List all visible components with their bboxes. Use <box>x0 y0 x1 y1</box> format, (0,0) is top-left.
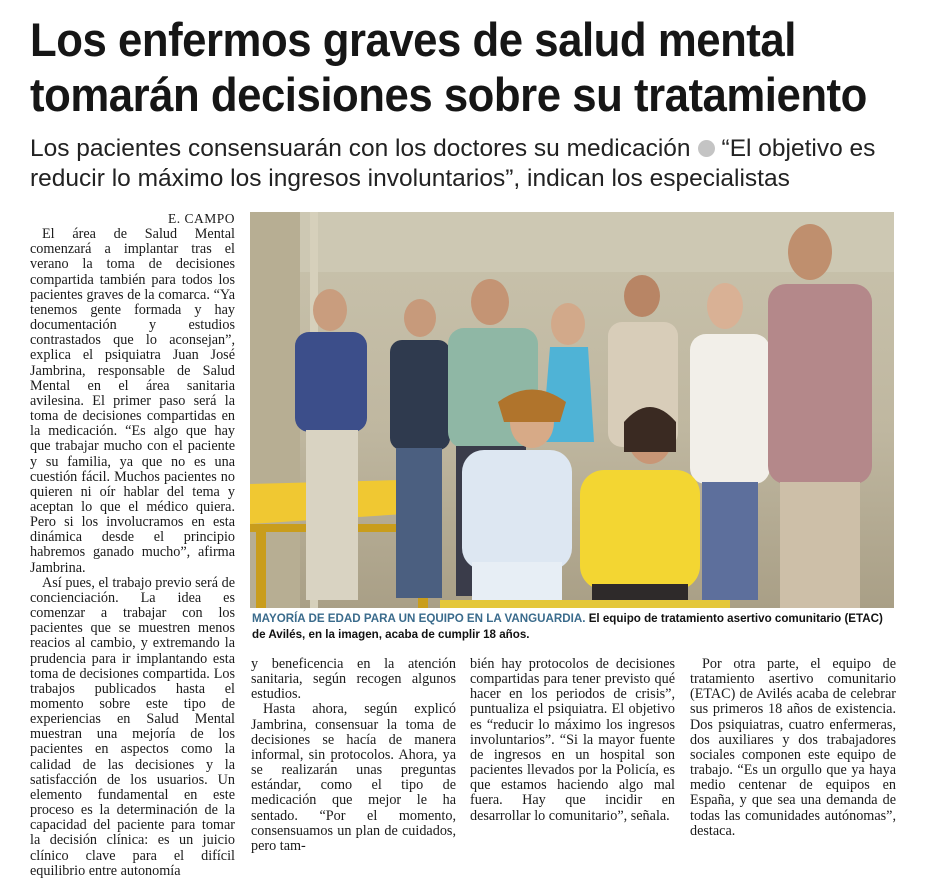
article-column-3 <box>470 657 675 824</box>
headline <box>30 12 867 122</box>
caption-text: El equipo de tratamiento asertivo comunitario (ETAC) de Avilés, en la imagen, acaba de cumplir 18 años. <box>252 612 883 641</box>
caption-lead: MAYORÍA DE EDAD PARA UN EQUIPO EN LA VANGUARDIA. <box>252 612 586 625</box>
byline: E. CAMPO <box>167 211 235 226</box>
article-column-1 <box>30 211 235 879</box>
paragraph: Hasta ahora, según explicó Jambrina, consensuar la toma de decisiones se hacía de manera informal, sin protocolos. Ahora, ya se realizarán unas preguntas estándar, como el tipo de medicación que mejor le ha sentado. “Por el momento, consensuamos un plan de cuidados, pero tam- <box>251 701 456 854</box>
subheadline-part-2: “El objetivo es reducir lo máximo los ingresos involuntarios”, indican los especialistas <box>30 135 876 192</box>
article-column-4 <box>690 657 896 839</box>
subheadline <box>30 134 910 194</box>
photo-caption <box>252 611 896 643</box>
subheadline-part-1: Los pacientes consensuarán con los doctores su medicación <box>30 135 691 162</box>
headline-line-2: tomarán decisiones sobre su tratamiento <box>30 68 867 121</box>
article-column-2 <box>251 657 456 854</box>
paragraph: bién hay protocolos de decisiones compartidas para tener previsto qué hacer en los periodos de crisis”, puntualiza el psiquiatra. El objetivo es “reducir lo máximo los ingresos involuntarios”. “Si la mayor fuente de ingresos en un hospital son pacientes llevados por la Policía, es que estamos haciendo algo mal fuera. Hay que incidir en desarrollar lo comunitario”, señala. <box>470 656 675 824</box>
bullet-dot-icon <box>698 140 715 157</box>
paragraph: El área de Salud Mental comenzará a implantar tras el verano la toma de decisiones compartida también para todos los pacientes graves de la comarca. “Ya tenemos gente formada y hay documentación y estudios contrastados que lo aconsejan”, explica el psiquiatra Juan José Jambrina, responsable de Salud Mental en el área sanitaria avilesina. El primer paso será la toma de decisiones compartidas en la medicación. “Es algo que hay que trabajar mucho con el paciente y su familia, ya que no es una cuestión fácil. Muchos pacientes no quieren ni oír hablar del tema y aceptan lo que el médico quiera. Pero si los involucramos en esta dinámica desde el principio habremos ganado mucho”, afirma Jambrina. <box>30 226 235 576</box>
paragraph: Así pues, el trabajo previo será de concienciación. La idea es comenzar a trabajar con los pacientes que se muestren menos reacios al cambio, y extremando la prudencia para ir implantando esta toma de decisiones compartida. Los trabajos publicados hasta el momento sobre este tipo de experiencias en Salud Mental muestran una mejoría de los pacientes en aspectos como la calidad de las decisiones y la satisfacción de los usuarios. Un elemento fundamental en este proceso es la determinación de la capacidad del paciente para tomar la decisión clínica: es un juicio clínico clave para el difícil equilibrio entre autonomía <box>30 574 235 879</box>
paragraph: Por otra parte, el equipo de tratamiento asertivo comunitario (ETAC) de Avilés acaba de celebrar sus primeros 18 años de existencia. Dos psiquiatras, cuatro enfermeras, dos auxiliares y dos trabajadores sociales componen este equipo de trabajo. “Es un orgullo que ya haya medio centenar de equipos en España, y que sea una demanda de todas las comunidades autónomas”, destaca. <box>690 656 896 839</box>
team-photo-illustration <box>250 212 894 608</box>
paragraph: y beneficencia en la atención sanitaria, según recogen algunos estudios. <box>251 656 456 703</box>
team-photo <box>250 212 894 608</box>
headline-line-1: Los enfermos graves de salud mental <box>30 13 796 66</box>
